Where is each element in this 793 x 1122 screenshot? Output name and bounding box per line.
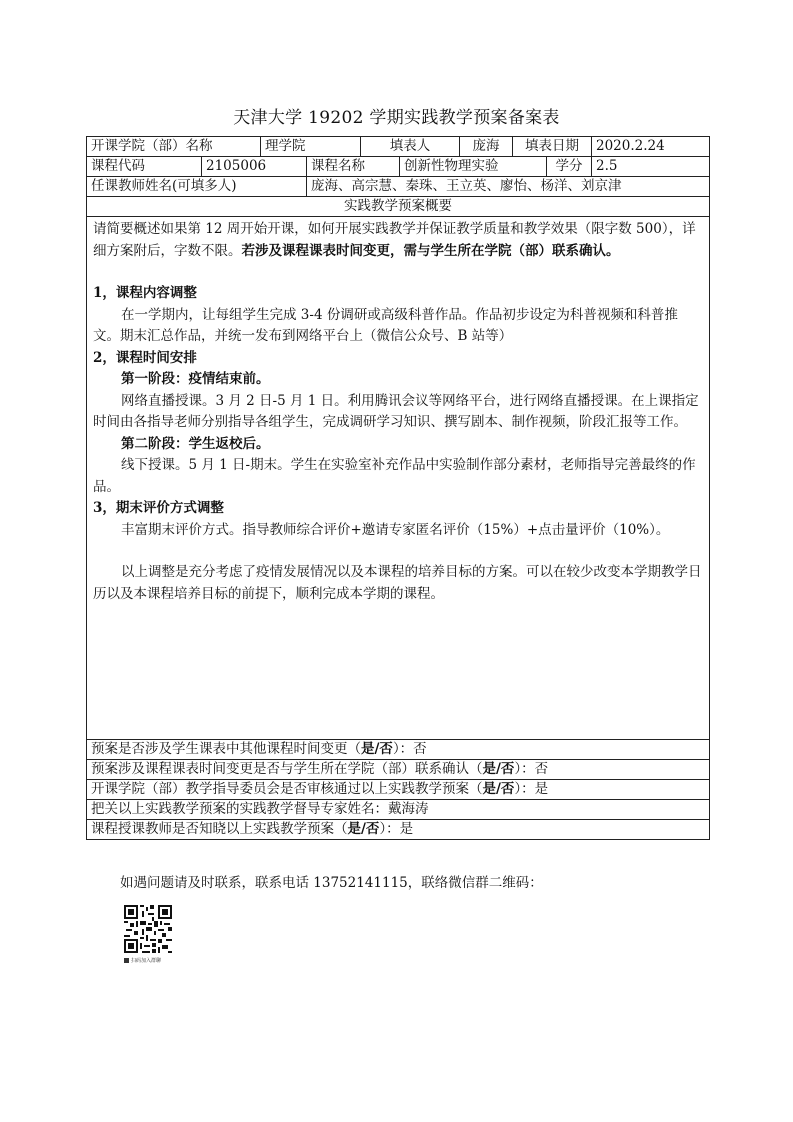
course-code-label: 课程代码 (87, 157, 202, 177)
course-name-label: 课程名称 (307, 157, 400, 177)
conclusion-text: 以上调整是充分考虑了疫情发展情况以及本课程的培养目标的方案。可以在较少改变本学期教学日历以及本课程培养目标的前提下，顺利完成本学期的课程。 (93, 564, 702, 602)
table-row (87, 760, 710, 780)
credit-label: 学分 (547, 157, 592, 177)
teacher-value: 庞海、高宗慧、秦珠、王立英、廖怡、杨洋、刘京津 (307, 177, 710, 197)
record-form-table (86, 136, 710, 840)
phase-2-text: 线下授课。5 月 1 日-期末。学生在实验室补充作品中实验制作部分素材，老师指导完善最终的作品。 (93, 457, 696, 495)
overview-cell (87, 217, 710, 740)
course-code-value: 2105006 (202, 157, 307, 177)
section-2-title: 2，课程时间安排 (93, 349, 197, 366)
question-3: 开课学院（部）教学指导委员会是否审核通过以上实践教学预案（是/否）：是 (87, 780, 710, 800)
phase-1-text: 网络直播授课。3 月 2 日-5 月 1 日。利用腾讯会议等网络平台，进行网络直播授课。在上课指定时间由各指导老师分别指导各组学生，完成调研学习知识、撰写剧本、制作视频，阶段汇报等工作。 (93, 392, 699, 430)
qr-caption: 扫码加入群聊 (124, 958, 161, 964)
filler-value: 庞海 (460, 137, 513, 157)
teacher-label: 任课教师姓名(可填多人) (87, 177, 307, 197)
overview-header: 实践教学预案概要 (87, 197, 710, 217)
table-row (87, 157, 710, 177)
date-label: 填表日期 (513, 137, 592, 157)
question-2: 预案涉及课程课表时间变更是否与学生所在学院（部）联系确认（是/否）：否 (87, 760, 710, 780)
overview-intro: 请简要概述如果第 12 周开始开课，如何开展实践教学并保证教学质量和教学效果（限字数 500），详细方案附后，字数不限。若涉及课程课表时间变更，需与学生所在学院（部）联系确认。 (93, 221, 696, 259)
table-row (87, 177, 710, 197)
qr-code-icon[interactable] (124, 905, 172, 953)
table-row (87, 217, 710, 740)
table-row (87, 800, 710, 820)
table-row (87, 740, 710, 760)
section-3-text: 丰富期末评价方式。指导教师综合评价+邀请专家匿名评价（15%）+点击量评价（10%）。 (121, 521, 670, 538)
course-name-value: 创新性物理实验 (400, 157, 547, 177)
phase-2-title: 第二阶段：学生返校后。 (121, 435, 270, 452)
table-row (87, 820, 710, 840)
page-title: 天津大学 19202 学期实践教学预案备案表 (233, 108, 560, 128)
table-row (87, 197, 710, 217)
section-1-text: 在一学期内，让每组学生完成 3-4 份调研或高级科普作品。作品初步设定为科普视频和科普推文。期末汇总作品，并统一发布到网络平台上（微信公众号、B 站等） (93, 306, 678, 344)
question-4: 把关以上实践教学预案的实践教学督导专家姓名：戴海涛 (87, 800, 710, 820)
question-5: 课程授课教师是否知晓以上实践教学预案（是/否）：是 (87, 820, 710, 840)
filler-label: 填表人 (361, 137, 460, 157)
date-value: 2020.2.24 (592, 137, 710, 157)
table-row (87, 780, 710, 800)
question-1: 预案是否涉及学生课表中其他课程时间变更（是/否）：否 (87, 740, 710, 760)
table-row (87, 137, 710, 157)
credit-value: 2.5 (592, 157, 710, 177)
college-value: 理学院 (261, 137, 361, 157)
section-1-title: 1，课程内容调整 (93, 285, 197, 301)
phase-1-title: 第一阶段：疫情结束前。 (121, 371, 270, 387)
college-label: 开课学院（部）名称 (87, 137, 261, 157)
section-3-title: 3，期末评价方式调整 (93, 500, 224, 516)
contact-note: 如遇问题请及时联系，联系电话 13752141115，联络微信群二维码： (120, 875, 543, 891)
